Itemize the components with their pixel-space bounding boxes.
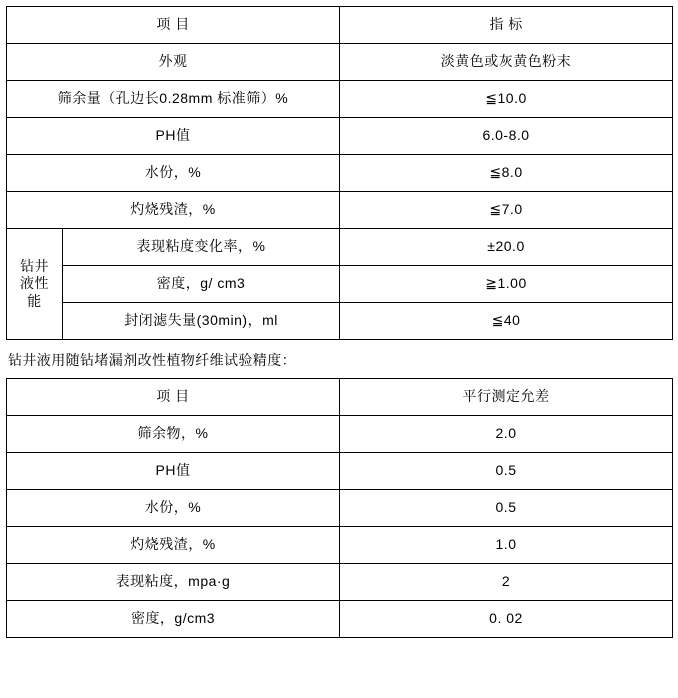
row-value: 淡黄色或灰黄色粉末 <box>340 44 673 81</box>
row-label: 灼烧残渣，% <box>7 192 340 229</box>
row-label: 封闭滤失量(30min)，ml <box>63 303 340 340</box>
table-header-row <box>7 379 673 416</box>
column-header-tolerance: 平行测定允差 <box>340 379 673 416</box>
row-value: 0. 02 <box>340 601 673 638</box>
table-row <box>7 527 673 564</box>
row-label: 水份，% <box>7 490 340 527</box>
row-value: ±20.0 <box>340 229 673 266</box>
row-value: 1.0 <box>340 527 673 564</box>
row-label: 灼烧残渣，% <box>7 527 340 564</box>
row-label: 表现粘度变化率，% <box>63 229 340 266</box>
table-row <box>7 44 673 81</box>
row-value: 2 <box>340 564 673 601</box>
table-row <box>7 416 673 453</box>
table-row <box>7 266 673 303</box>
row-label: PH值 <box>7 118 340 155</box>
row-label: 外观 <box>7 44 340 81</box>
row-value: ≧1.00 <box>340 266 673 303</box>
row-label: 筛余量（孔边长0.28mm 标准筛）% <box>7 81 340 118</box>
row-group-label: 钻井 液性 能 <box>7 229 63 340</box>
table-header-row <box>7 7 673 44</box>
row-label: 表现粘度，mpa·g <box>7 564 340 601</box>
section-caption: 钻井液用随钻堵漏剂改性植物纤维试验精度： <box>8 352 296 368</box>
table-row <box>7 601 673 638</box>
table-row <box>7 155 673 192</box>
table-row <box>7 490 673 527</box>
table-row <box>7 564 673 601</box>
row-value: 0.5 <box>340 490 673 527</box>
row-value: ≦10.0 <box>340 81 673 118</box>
row-value: 2.0 <box>340 416 673 453</box>
precision-table <box>6 378 673 638</box>
row-label: 密度，g/ cm3 <box>63 266 340 303</box>
row-value: ≦40 <box>340 303 673 340</box>
row-label: 筛余物，% <box>7 416 340 453</box>
table-row <box>7 303 673 340</box>
row-label: PH值 <box>7 453 340 490</box>
table-row <box>7 118 673 155</box>
table-row <box>7 453 673 490</box>
column-header-item: 项 目 <box>7 379 340 416</box>
column-header-spec: 指 标 <box>340 7 673 44</box>
row-value: 0.5 <box>340 453 673 490</box>
row-label: 水份，% <box>7 155 340 192</box>
row-value: ≦7.0 <box>340 192 673 229</box>
row-value: ≦8.0 <box>340 155 673 192</box>
specification-table <box>6 6 673 340</box>
table-row <box>7 229 673 266</box>
table-row <box>7 192 673 229</box>
column-header-item: 项 目 <box>7 7 340 44</box>
row-value: 6.0-8.0 <box>340 118 673 155</box>
table-row <box>7 81 673 118</box>
row-label: 密度，g/cm3 <box>7 601 340 638</box>
